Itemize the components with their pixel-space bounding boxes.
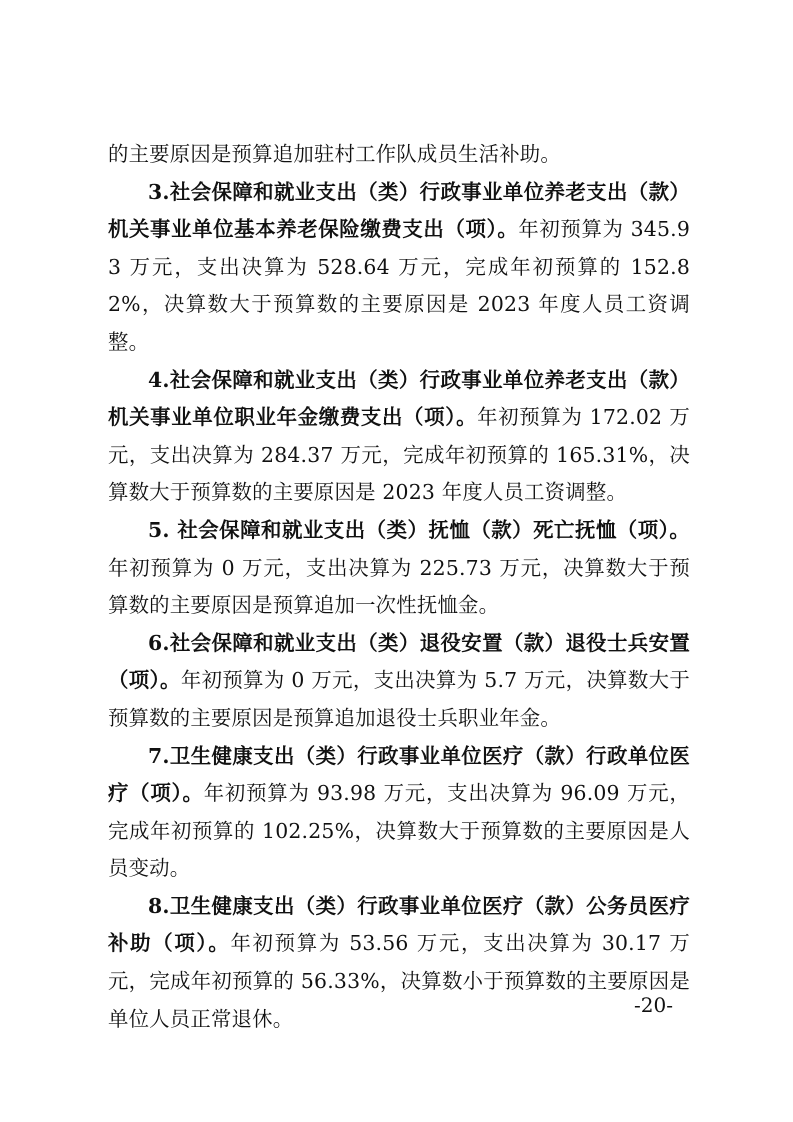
paragraph-heading: 6.社会保障和就业支出（类）退役安置（款）退役士兵安置（项）。	[108, 630, 690, 693]
paragraph-text: 年初预算为 0 万元，支出决算为 225.73 万元，决算数大于预算数的主要原因是预算追加一次性抚恤金。	[108, 555, 690, 618]
paragraph-item-5	[108, 512, 690, 625]
paragraph-item-8	[108, 888, 690, 1038]
paragraph-text: 的主要原因是预算追加驻村工作队成员生活补助。	[108, 142, 561, 166]
page-number: -20-	[634, 993, 673, 1017]
paragraph-item-4	[108, 362, 690, 512]
page-body	[108, 136, 690, 1038]
paragraph-text: 年初预算为 345.93 万元，支出决算为 528.64 万元，完成年初预算的 152.82%，决算数大于预算数的主要原因是 2023 年度人员工资调整。	[108, 217, 690, 354]
paragraph-text: 年初预算为 0 万元，支出决算为 5.7 万元，决算数大于预算数的主要原因是预算追加退役士兵职业年金。	[108, 668, 690, 730]
paragraph-continuation	[108, 136, 690, 174]
paragraph-text: 年初预算为 172.02 万元，支出决算为 284.37 万元，完成年初预算的 165.31%，决算数大于预算数的主要原因是 2023 年度人员工资调整。	[108, 405, 690, 505]
paragraph-heading: 3.社会保障和就业支出（类）行政事业单位养老支出（款）机关事业单位基本养老保险缴费支出（项）。	[108, 179, 690, 242]
paragraph-item-6	[108, 625, 690, 738]
paragraph-heading: 4.社会保障和就业支出（类）行政事业单位养老支出（款）机关事业单位职业年金缴费支出（项）。	[108, 367, 690, 430]
paragraph-item-3	[108, 174, 690, 362]
paragraph-text: 年初预算为 53.56 万元，支出决算为 30.17 万元，完成年初预算的 56.33%，决算数小于预算数的主要原因是单位人员正常退休。	[108, 931, 690, 1031]
paragraph-item-7	[108, 738, 690, 888]
paragraph-heading: 8.卫生健康支出（类）行政事业单位医疗（款）公务员医疗补助（项）。	[108, 893, 690, 956]
paragraph-heading: 5. 社会保障和就业支出（类）抚恤（款）死亡抚恤（项）。	[148, 517, 690, 542]
paragraph-heading: 7.卫生健康支出（类）行政事业单位医疗（款）行政单位医疗（项）。	[108, 743, 690, 806]
paragraph-text: 年初预算为 93.98 万元，支出决算为 96.09 万元，完成年初预算的 102.25%，决算数大于预算数的主要原因是人员变动。	[108, 781, 690, 881]
